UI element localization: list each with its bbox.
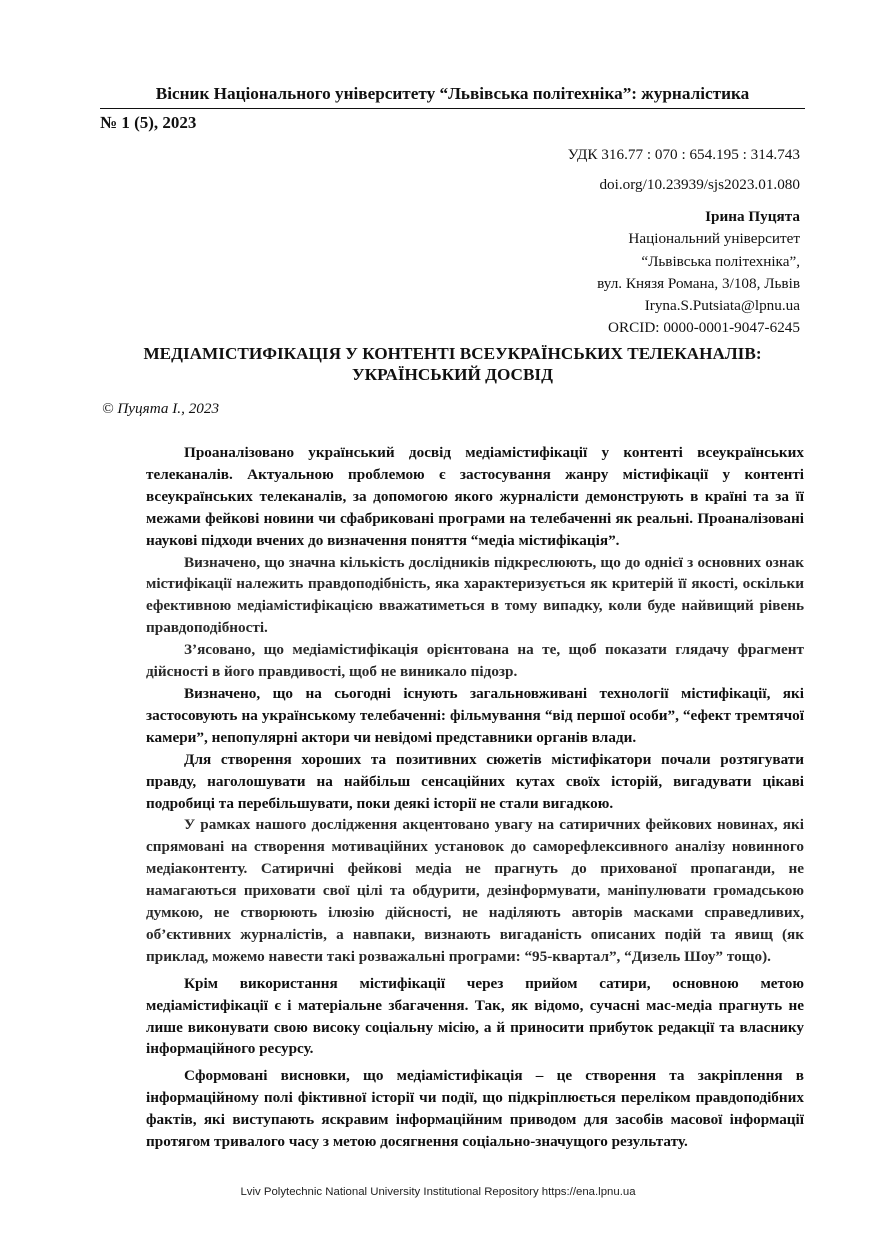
journal-title: Вісник Національного університету “Львівська політехніка”: журналістика [155,84,750,103]
doi-link[interactable]: doi.org/10.23939/sjs2023.01.080 [599,176,800,193]
repository-footer: Lviv Polytechnic National University Institutional Repository https://ena.lpnu.ua [240,1186,636,1198]
abstract [146,442,804,1153]
article-title-line1: МЕДІАМІСТИФІКАЦІЯ У КОНТЕНТІ ВСЕУКРАЇНСЬКИХ ТЕЛЕКАНАЛІВ: [143,344,762,363]
author-block [597,206,800,340]
article-title-line2: УКРАЇНСЬКИЙ ДОСВІД [352,364,553,384]
header-rule [100,108,805,109]
author-orcid[interactable]: ORCID: 0000-0001-9047-6245 [608,319,800,337]
abstract-paragraph: Проаналізовано український досвід медіамістифікації у контенті всеукраїнських телеканалів. Актуальною проблемою є застосування жанру містифікації у контенті всеукраїнських телеканалів, за допомогою якого журналісти демонструють в країні та за її межами фейкові новини чи сфабриковані програми на телебаченні як реальні. Проаналізовані наукові підходи вчених до визначення поняття “медіа містифікація”. [146,444,804,549]
abstract-paragraph: З’ясовано, що медіамістифікація орієнтована на те, щоб показати глядачу фрагмент дійсності в його правдивості, щоб не виникало підозр. [146,641,804,681]
udc-code: УДК 316.77 : 070 : 654.195 : 314.743 [567,146,800,163]
abstract-paragraph: Сформовані висновки, що медіамістифікація – це створення та закріплення в інформаційному полі фіктивної історії чи події, що підкріплюється переліком правдоподібних фактів, які виступають яскравим інформаційним приводом для засобів масової інформації протягом тривалого часу з метою досягнення соціально-значущого результату. [146,1067,804,1151]
author-affiliation-line1: Національний університет [628,230,800,248]
abstract-paragraph: Визначено, що на сьогодні існують загальновживані технології містифікації, які застосовують на українському телебаченні: фільмування “від першої особи”, “ефект тремтячої камери”, непопулярні актори чи невідомі представники органів влади. [146,684,804,746]
abstract-paragraph: Визначено, що значна кількість дослідників підкреслюють, що до однієї з основних ознак містифікації належить правдоподібність, яка характеризується як критерій її якості, оскільки ефективною медіамістифікацією вважатиметься в тому випадку, коли буде найвищий рівень правдоподібності. [146,553,804,637]
copyright-notice: © Пуцята І., 2023 [102,400,220,417]
abstract-paragraph: У рамках нашого дослідження акцентовано увагу на сатиричних фейкових новинах, які спрямовані на створення мотиваційних установок до саморефлексивного аналізу новинного медіаконтенту. Сатиричні фейкові медіа не прагнуть до прихованої пропаганди, не намагаються приховати свої цілі та обдурити, дезінформувати, маніпулювати громадською думкою, не створюють ілюзію дійсності, не наділяють авторів масками справедливих, об’єктивних журналістів, а навпаки, визнають вигаданість описаних подій та явищ (як приклад, можемо навести такі розважальні програми: “95-квартал”, “Дизель Шоу” тощо). [146,816,804,965]
abstract-paragraph: Для створення хороших та позитивних сюжетів містифікатори почали розтягувати правду, наголошувати на найбільш сенсаційних кутах своїх історій, вигадувати цікаві подробиці та перебільшувати, поки деякі історії не стали вигадкою. [146,750,804,812]
author-email-link[interactable]: Iryna.S.Putsiata@lpnu.ua [644,297,800,315]
author-address: вул. Князя Романа, 3/108, Львів [597,274,800,292]
author-affiliation-line2: “Львівська політехніка”, [641,252,800,270]
author-name: Ірина Пуцята [705,208,800,225]
abstract-paragraph: Крім використання містифікації через прийом сатири, основною метою медіамістифікації є і матеріальне збагачення. Так, як відомо, сучасні мас-медіа прагнуть не лише виконувати свою високу соціальну місію, а й приносити прибуток редакції та власнику інформаційного ресурсу. [146,974,804,1058]
issue-number: № 1 (5), 2023 [100,113,197,132]
article-title [100,344,805,385]
